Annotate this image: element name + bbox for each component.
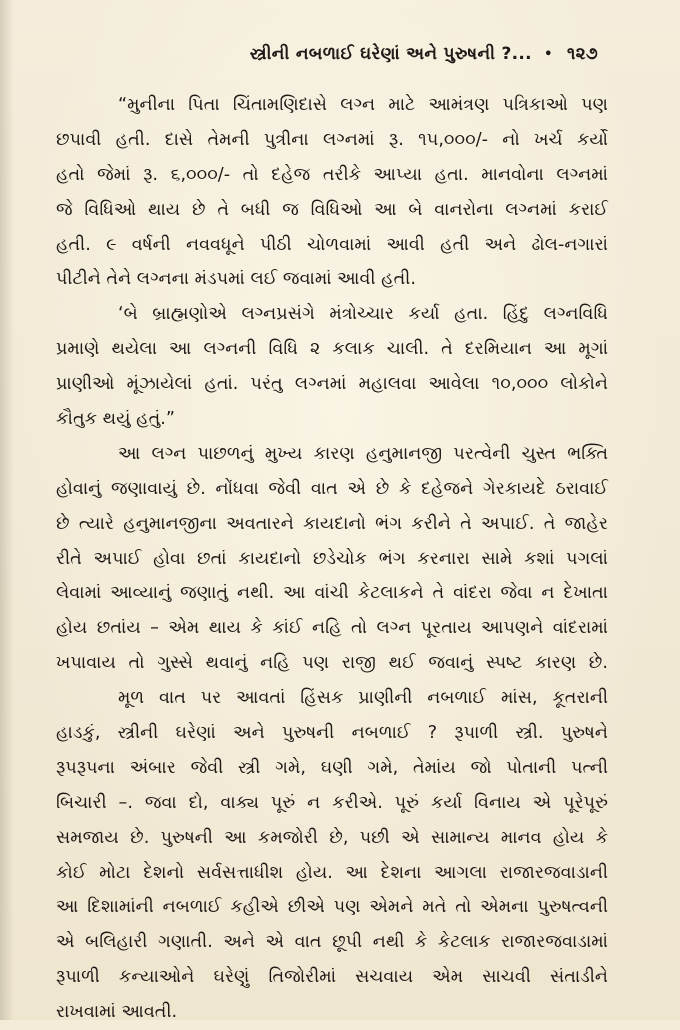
- text-line: લેવામાં આવ્યાનું જણાતું નથી. આ વાંચી કેટલાકને તે વાંદરા જેવા ન દેખાતા: [56, 583, 608, 604]
- text-line: હાડકું, સ્ત્રીની ઘરેણાં અને પુરુષની નબળાઈ ? રૂપાળી સ્ત્રી. પુરુષને: [56, 723, 608, 744]
- text-line: છપાવી હતી. દાસે તેમની પુત્રીના લગ્નમાં રૂ. ૧૫,૦૦૦/- નો ખર્ચ કર્યો: [56, 129, 608, 150]
- header-bullet: •: [544, 47, 553, 62]
- text-line: પ્રમાણે થયેલા આ લગ્નની વિધિ ૨ કલાક ચાલી. તે દરમિયાન આ મૂગાં: [56, 339, 608, 360]
- running-title: સ્ત્રીની નબળાઈ ઘરેણાં અને પુરુષની ?...: [249, 44, 532, 64]
- text-line: કોઈ મોટા દેશનો સર્વસત્તાધીશ હોય. આ દેશના આગલા રાજારજવાડાની: [56, 862, 608, 883]
- binding-shadow: [0, 0, 14, 1020]
- text-line: છે ત્યારે હનુમાનજીના અવતારને કાયદાનો ભંગ કરીને તે અપાઈ. તે જાહેર: [56, 513, 608, 534]
- text-line: હતો જેમાં રૂ. ૬,૦૦૦/- તો દહેજ તરીકે આપ્યા હતા. માનવોના લગ્નમાં: [56, 164, 608, 185]
- text-line: ખપાવાય તો ગુસ્સે થવાનું નહિ પણ રાજી થઈ જવાનું સ્પષ્ટ કારણ છે.: [56, 653, 608, 674]
- running-header: [250, 44, 598, 64]
- text-line: સમજાય છે. પુરુષની આ કમજોરી છે, પછી એ સામાન્ય માનવ હોય કે: [56, 827, 608, 848]
- text-line: મૂળ વાત પર આવતાં હિંસક પ્રાણીની નબળાઈ માંસ, કૂતરાની: [118, 688, 608, 709]
- text-line: રૂપરૂપના અંબાર જેવી સ્ત્રી ગમે, ઘણી ગમે, તેમાંય જો પોતાની પત્ની: [56, 757, 608, 778]
- text-line: હોવાનું જણાવાયું છે. નોંધવા જેવી વાત એ છે કે દહેજને ગેરકાયદે ઠરાવાઈ: [56, 478, 608, 499]
- text-line: બિચારી –. જવા દો, વાક્ય પૂરું ન કરીએ. પૂરું કર્યા વિનાય એ પૂરેપૂરું: [56, 792, 608, 813]
- page-number: ૧૨૭: [566, 44, 598, 64]
- text-line: પ્રાણીઓ મૂંઝાયેલાં હતાં. પરંતુ લગ્નમાં મહાલવા આવેલા ૧૦,૦૦૦ લોકોને: [56, 374, 608, 395]
- text-line: રાખવામાં આવતી.: [56, 1002, 178, 1023]
- text-line: કૌતુક થયું હતું.”: [56, 409, 175, 430]
- text-line: રીતે અપાઈ હોવા છતાં કાયદાનો છડેચોક ભંગ કરનારા સામે કશાં પગલાં: [56, 548, 608, 569]
- text-line: જે વિધિઓ થાય છે તે બધી જ વિધિઓ આ બે વાનરોના લગ્નમાં કરાઈ: [56, 199, 608, 220]
- text-line: પીટીને તેને લગ્નના મંડપમાં લઈ જવામાં આવી હતી.: [56, 269, 416, 290]
- text-line: રૂપાળી કન્યાઓને ઘરેણું તિજોરીમાં સચવાય એમ સાચવી સંતાડીને: [56, 967, 608, 988]
- text-line: એ બલિહારી ગણાતી. અને એ વાત છૂપી નથી કે કેટલાક રાજારજવાડામાં: [56, 932, 608, 953]
- body-text: [56, 88, 608, 1030]
- text-line: આ દિશામાંની નબળાઈ કહીએ છીએ પણ એમને મતે તો એમના પુરુષત્વની: [56, 897, 608, 918]
- text-line: ‘બે બ્રાહ્મણોએ લગ્નપ્રસંગે મંત્રોચ્ચાર કર્યા હતા. હિંદુ લગ્નવિધિ: [118, 304, 608, 325]
- text-line: હોય છતાંય – એમ થાય કે કાંઈ નહિ તો લગ્ન પૂરતાય આપણને વાંદરામાં: [56, 618, 608, 639]
- text-line: આ લગ્ન પાછળનું મુખ્ય કારણ હનુમાનજી પરત્વેની ચુસ્ત ભક્તિ: [118, 443, 608, 464]
- text-line: “મુનીના પિતા ચિંતામણિદાસે લગ્ન માટે આમંત્રણ પત્રિકાઓ પણ: [118, 95, 608, 115]
- text-line: હતી. ૯ વર્ષની નવવધૂને પીઠી ચોળવામાં આવી હતી અને ઢોલ-નગારાં: [56, 234, 608, 255]
